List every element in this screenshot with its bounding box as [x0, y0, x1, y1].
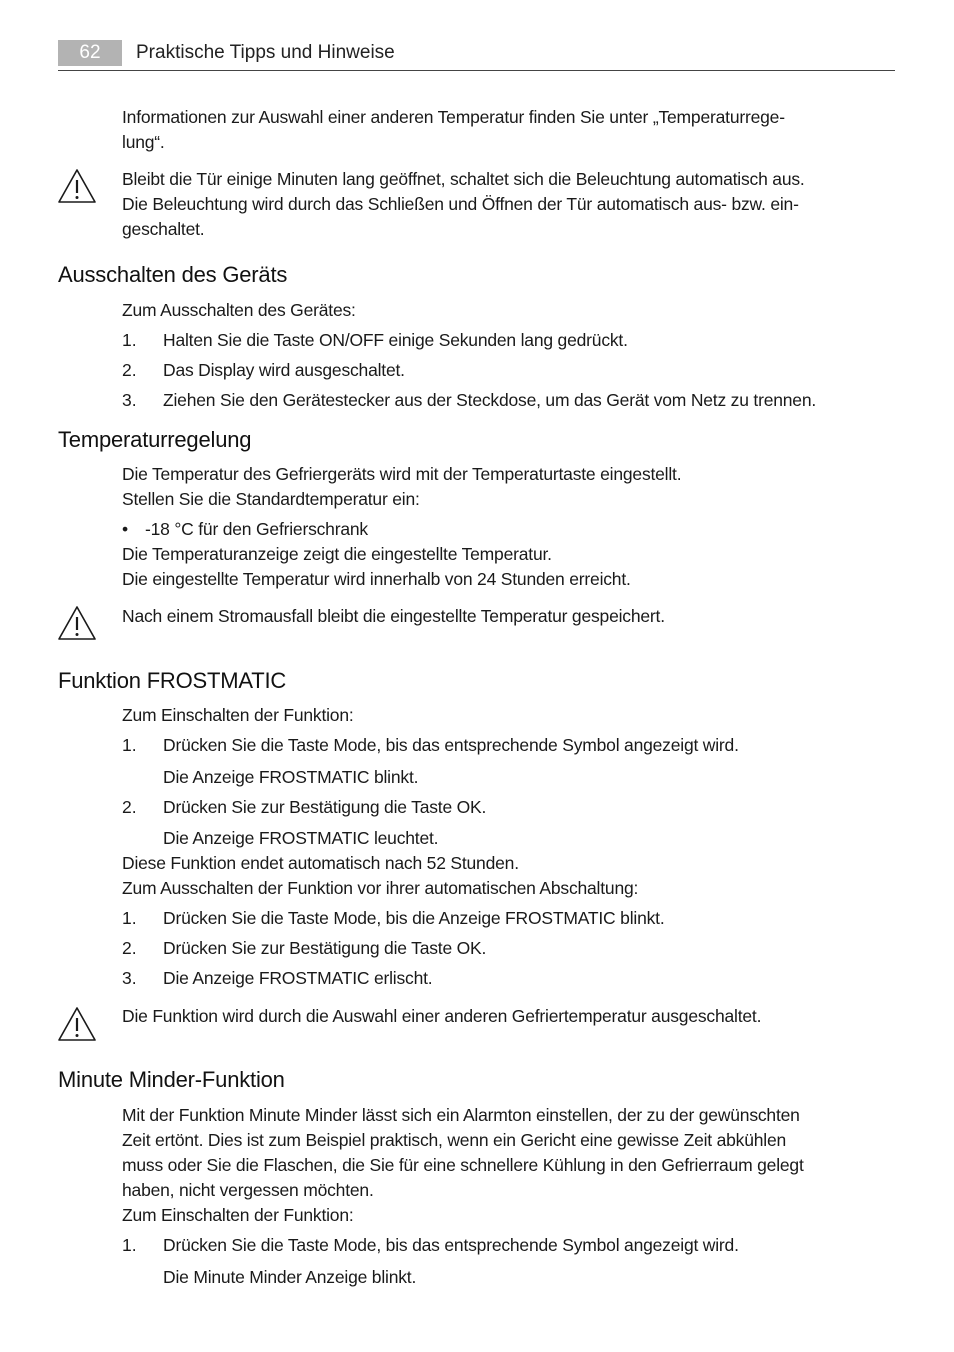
warning-light-line-3: geschaltet.	[122, 219, 205, 239]
temperature-line-1: Die Temperatur des Gefriergeräts wird mit der Temperaturtaste eingestellt.	[122, 464, 682, 484]
step-text: Halten Sie die Taste ON/OFF einige Sekunden lang gedrückt.	[163, 330, 628, 350]
intro-line-2: lung“.	[122, 132, 165, 152]
warning-light-line-2: Die Beleuchtung wird durch das Schließen und Öffnen der Tür automatisch aus- bzw. ein-	[122, 194, 799, 214]
running-header: Praktische Tipps und Hinweise	[136, 42, 395, 63]
temperature-line-3: Die Temperaturanzeige zeigt die eingestellte Temperatur.	[122, 544, 552, 564]
frostmatic-intro-off: Zum Ausschalten der Funktion vor ihrer automatischen Abschaltung:	[122, 878, 639, 898]
page-number: 62	[58, 40, 122, 66]
step-text: Drücken Sie zur Bestätigung die Taste OK.	[163, 938, 487, 958]
step-result: Die Anzeige FROSTMATIC blinkt.	[163, 767, 419, 787]
minute-minder-intro-on: Zum Einschalten der Funktion:	[122, 1205, 354, 1225]
heading-minute-minder: Minute Minder-Funktion	[58, 1067, 285, 1092]
temperature-line-4: Die eingestellte Temperatur wird innerhalb von 24 Stunden erreicht.	[122, 569, 631, 589]
heading-switch-off: Ausschalten des Geräts	[58, 262, 288, 287]
step-result: Die Anzeige FROSTMATIC leuchtet.	[163, 828, 439, 848]
minute-minder-line-4: haben, nicht vergessen möchten.	[122, 1180, 374, 1200]
heading-frostmatic: Funktion FROSTMATIC	[58, 668, 287, 693]
bullet-dot: •	[122, 519, 129, 539]
step-text: Die Anzeige FROSTMATIC erlischt.	[163, 968, 433, 988]
warning-frostmatic-off: Die Funktion wird durch die Auswahl einer anderen Gefriertemperatur ausgeschaltet.	[122, 1006, 762, 1026]
step-result: Die Minute Minder Anzeige blinkt.	[163, 1267, 417, 1287]
intro-line-1: Informationen zur Auswahl einer anderen Temperatur finden Sie unter „Temperaturrege-	[122, 107, 785, 127]
temperature-line-2: Stellen Sie die Standardtemperatur ein:	[122, 489, 420, 509]
warning-light-line-1: Bleibt die Tür einige Minuten lang geöffnet, schaltet sich die Beleuchtung automatisch aus.	[122, 169, 805, 189]
header-divider	[58, 70, 895, 71]
step-number: 2.	[122, 360, 137, 380]
step-number: 2.	[122, 797, 137, 817]
warning-power-failure: Nach einem Stromausfall bleibt die eingestellte Temperatur gespeichert.	[122, 606, 665, 626]
minute-minder-line-3: muss oder Sie die Flaschen, die Sie für eine schnellere Kühlung in den Gefrierraum gelegt	[122, 1155, 804, 1175]
step-number: 1.	[122, 908, 137, 928]
step-text: Drücken Sie die Taste Mode, bis das entsprechende Symbol angezeigt wird.	[163, 1235, 739, 1255]
step-number: 1.	[122, 330, 137, 350]
switch-off-intro: Zum Ausschalten des Gerätes:	[122, 300, 356, 320]
step-text: Ziehen Sie den Gerätestecker aus der Steckdose, um das Gerät vom Netz zu trennen.	[163, 390, 817, 410]
step-text: Drücken Sie die Taste Mode, bis die Anzeige FROSTMATIC blinkt.	[163, 908, 665, 928]
step-number: 3.	[122, 968, 137, 988]
minute-minder-line-2: Zeit ertönt. Dies ist zum Beispiel praktisch, wenn ein Gericht eine gewisse Zeit abkühlen	[122, 1130, 787, 1150]
step-number: 1.	[122, 735, 137, 755]
bullet-text: -18 °C für den Gefrierschrank	[145, 519, 368, 539]
minute-minder-line-1: Mit der Funktion Minute Minder lässt sich ein Alarmton einstellen, der zu der gewünschten	[122, 1105, 800, 1125]
step-text: Drücken Sie die Taste Mode, bis das entsprechende Symbol angezeigt wird.	[163, 735, 739, 755]
warning-triangle-icon	[57, 605, 97, 641]
step-text: Drücken Sie zur Bestätigung die Taste OK.	[163, 797, 487, 817]
warning-triangle-icon	[57, 168, 97, 204]
warning-triangle-icon	[57, 1006, 97, 1042]
frostmatic-intro-on: Zum Einschalten der Funktion:	[122, 705, 354, 725]
frostmatic-auto-end: Diese Funktion endet automatisch nach 52 Stunden.	[122, 853, 519, 873]
step-number: 3.	[122, 390, 137, 410]
step-text: Das Display wird ausgeschaltet.	[163, 360, 405, 380]
heading-temperature: Temperaturregelung	[58, 427, 252, 452]
step-number: 1.	[122, 1235, 137, 1255]
step-number: 2.	[122, 938, 137, 958]
